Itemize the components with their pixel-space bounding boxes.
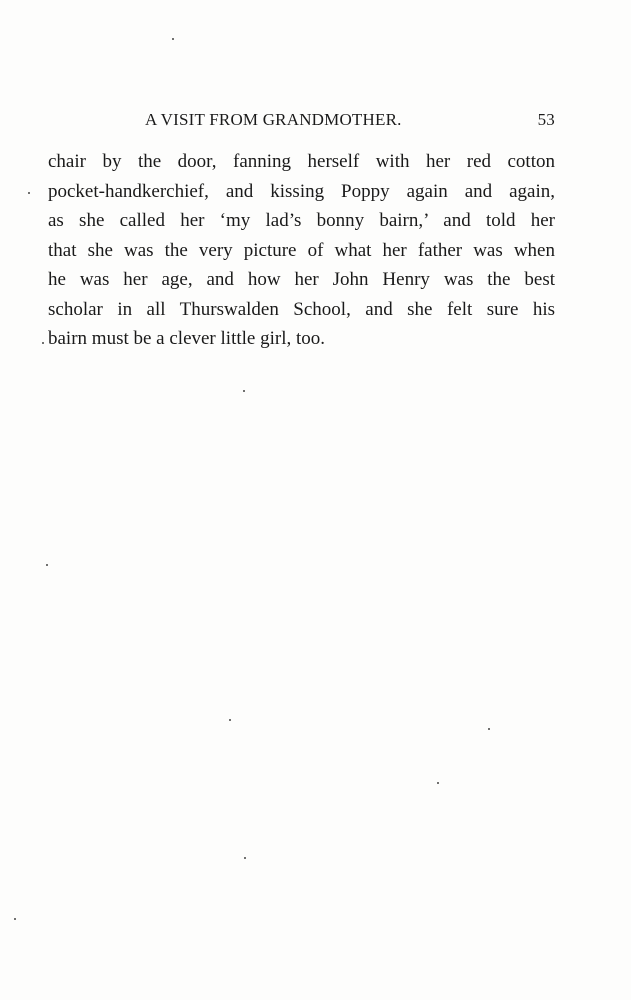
running-head [48,110,555,136]
text-line: as she called her ‘my lad’s bonny bairn,’ and told her [48,210,555,231]
scan-speck [243,390,245,392]
scan-speck [229,719,231,721]
scan-speck [244,857,246,859]
scan-speck [172,38,174,40]
scan-speck [46,564,48,566]
running-title: A VISIT FROM GRANDMOTHER. [145,110,402,129]
text-line: he was her age, and how her John Henry was the best [48,269,555,290]
scan-speck [488,728,490,730]
page-number: 53 [537,110,555,129]
text-line: pocket-handkerchief, and kissing Poppy again and again, [48,180,555,202]
text-line: scholar in all Thurswalden School, and she felt sure his [48,298,555,320]
text-line: bairn must be a clever little girl, too. [48,328,326,349]
scan-speck [28,192,30,194]
body-paragraph [48,147,555,354]
scan-speck [42,342,44,344]
text-line: that she was the very picture of what her father was when [48,239,555,261]
text-line: chair by the door, fanning herself with her red cotton [48,151,555,172]
scan-speck [14,918,16,920]
scan-speck [437,782,439,784]
